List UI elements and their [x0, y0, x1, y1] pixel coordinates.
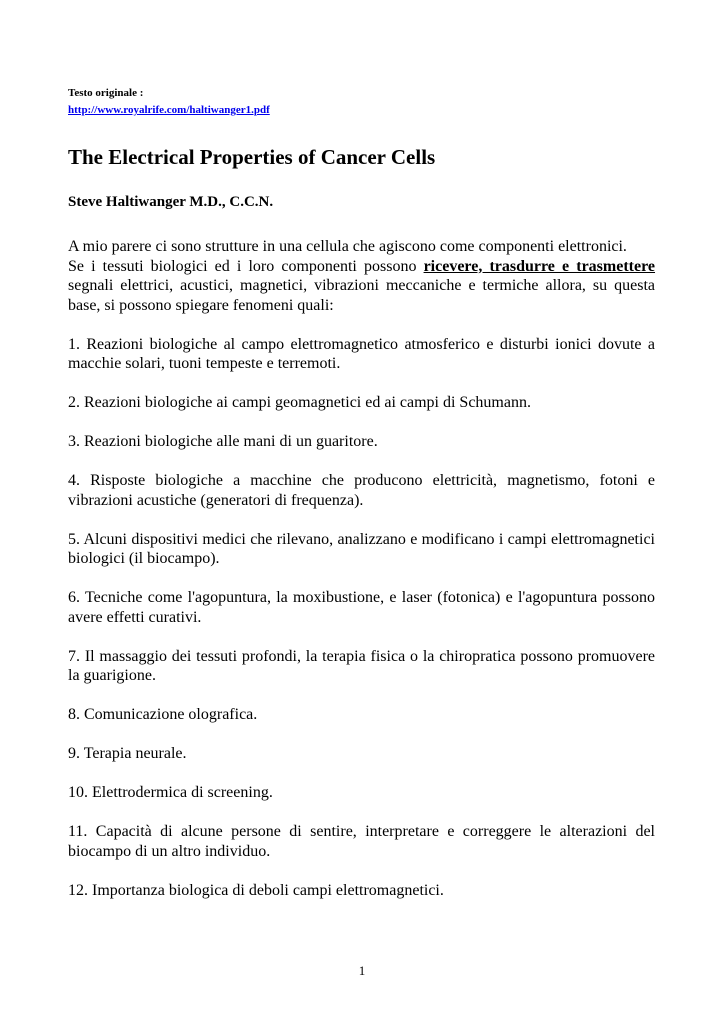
list-item: 5. Alcuni dispositivi medici che rilevano, analizzano e modificano i campi elettromagnetici biologici (il biocampo). — [68, 530, 655, 567]
page-content — [68, 86, 655, 900]
phenomena-list — [68, 335, 655, 901]
list-item: 9. Terapia neurale. — [68, 745, 187, 762]
list-item: 3. Reazioni biologiche alle mani di un guaritore. — [68, 433, 378, 450]
list-item: 6. Tecniche come l'agopuntura, la moxibustione, e laser (fotonica) e l'agopuntura possono avere effetti curativi. — [68, 589, 655, 626]
intro-sentence-2 — [68, 257, 655, 316]
source-link[interactable]: http://www.royalrife.com/haltiwanger1.pdf — [68, 104, 270, 116]
list-item: 10. Elettrodermica di screening. — [68, 784, 273, 801]
list-item: 12. Importanza biologica di deboli campi elettromagnetici. — [68, 881, 444, 899]
list-item: 2. Reazioni biologiche ai campi geomagnetici ed ai campi di Schumann. — [68, 394, 531, 411]
list-item: 8. Comunicazione olografica. — [68, 706, 258, 723]
intro-sentence-1: A mio parere ci sono strutture in una cellula che agiscono come componenti elettronici. — [68, 238, 627, 255]
list-item: 1. Reazioni biologiche al campo elettromagnetico atmosferico e disturbi ionici dovute a macchie solari, tuoni tempeste e terremoti. — [68, 335, 655, 372]
list-item: 4. Risposte biologiche a macchine che producono elettricità, magnetismo, fotoni e vibrazioni acustiche (generatori di frequenza). — [68, 472, 655, 509]
emphasized-phrase: ricevere, trasdurre e trasmettere — [423, 257, 656, 275]
source-label: Testo originale : — [68, 87, 144, 99]
document-title: The Electrical Properties of Cancer Cells — [68, 145, 436, 169]
document-author: Steve Haltiwanger M.D., C.C.N. — [68, 194, 274, 210]
list-item: 11. Capacità di alcune persone di sentire, interpretare e correggere le alterazioni del biocampo di un altro individuo. — [68, 823, 655, 860]
intro-text-after: segnali elettrici, acustici, magnetici, vibrazioni meccaniche e termiche allora, su questa base, si possono spiegare fenomeni quali: — [68, 277, 655, 314]
intro-text-before: Se i tessuti biologici ed i loro componenti possono — [68, 257, 424, 275]
page-number: 1 — [358, 963, 366, 978]
list-item: 7. Il massaggio dei tessuti profondi, la terapia fisica o la chiropratica possono promuovere la guarigione. — [68, 647, 655, 684]
